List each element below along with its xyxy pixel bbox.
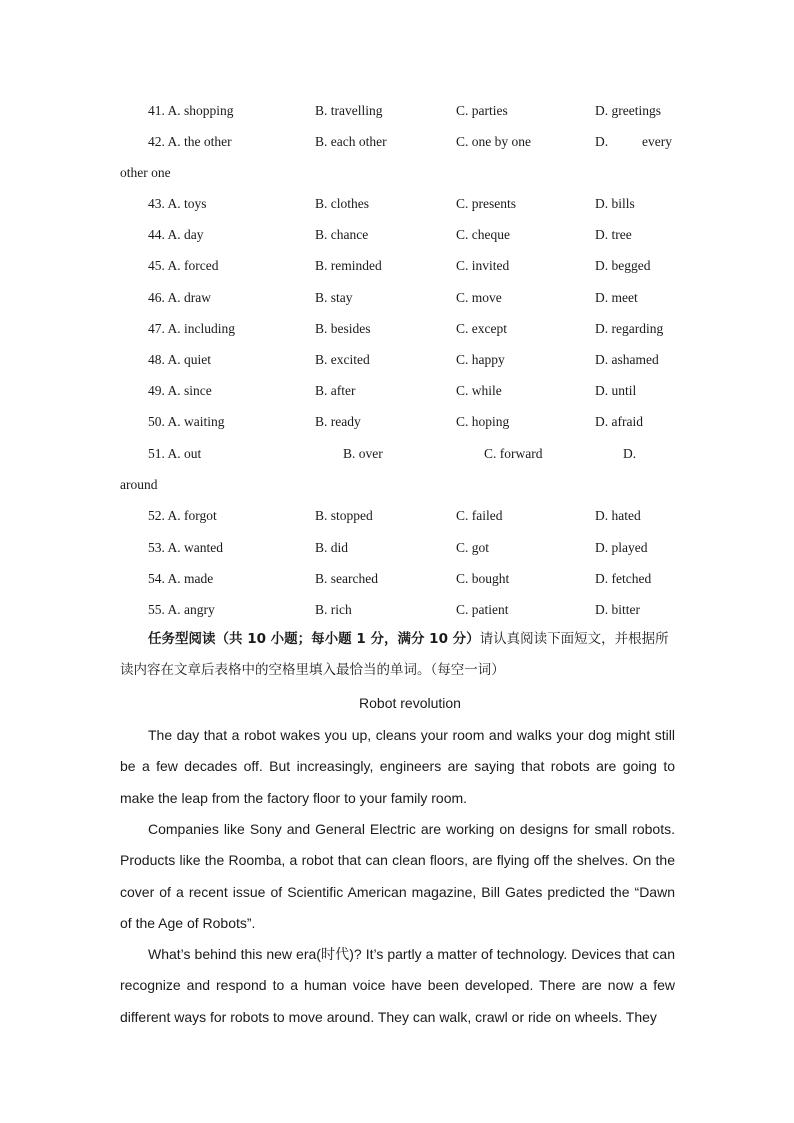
q44-option-b: B. chance xyxy=(315,227,369,242)
q46-option-d: D. meet xyxy=(595,290,638,305)
q52-option-c: C. failed xyxy=(456,508,503,523)
q48-option-d: D. ashamed xyxy=(595,352,659,367)
q55-option-a: 55. A. angry xyxy=(148,602,215,617)
q44-option-a: 44. A. day xyxy=(148,227,204,242)
q51-option-d-label: D. xyxy=(623,446,637,461)
q41-option-a: 41. A. shopping xyxy=(148,103,234,118)
q52-option-d: D. hated xyxy=(595,508,641,523)
q42-option-d-continued: other one xyxy=(120,165,171,180)
q45-option-d: D. begged xyxy=(595,258,651,273)
q50-option-a: 50. A. waiting xyxy=(148,414,225,429)
section-directions: 请认真阅读下面短文，并根据所读内容在文章后表格中的空格里填入最恰当的单词。（每空一词） xyxy=(120,631,669,678)
q47-option-d: D. regarding xyxy=(595,321,664,336)
q50-option-b: B. ready xyxy=(315,414,361,429)
q50-option-c: C. hoping xyxy=(456,414,510,429)
q54-option-b: B. searched xyxy=(315,571,378,586)
q54-option-d: D. fetched xyxy=(595,571,652,586)
q55-option-b: B. rich xyxy=(315,602,352,617)
passage-paragraph-2: Companies like Sony and General Electric are working on designs for small robots. Products like the Roomba, a robot that can clean floors, are flying off the shelves. On the cover of a recent issue of Scientific American magazine, Bill Gates predicted the “Dawn of the Age of Robots”. xyxy=(120,821,675,931)
passage-paragraph-3: What’s behind this new era(时代)? It’s partly a matter of technology. Devices that can recognize and respond to a human voice have been developed. There are now a few different ways for robots to move around. They can walk, crawl or ride on wheels. They xyxy=(120,946,675,1025)
q43-option-d: D. bills xyxy=(595,196,635,211)
q42-option-d-word: every xyxy=(642,134,672,149)
q48-option-a: 48. A. quiet xyxy=(148,352,212,367)
q50-option-d: D. afraid xyxy=(595,414,643,429)
q45-option-c: C. invited xyxy=(456,258,510,273)
q49-option-a: 49. A. since xyxy=(148,383,212,398)
q46-option-a: 46. A. draw xyxy=(148,290,212,305)
q44-option-c: C. cheque xyxy=(456,227,510,242)
q53-option-a: 53. A. wanted xyxy=(148,540,223,555)
q41-option-d: D. greetings xyxy=(595,103,661,118)
q53-option-d: D. played xyxy=(595,540,648,555)
passage-title: Robot revolution xyxy=(359,695,461,711)
q54-option-a: 54. A. made xyxy=(148,571,214,586)
q48-option-b: B. excited xyxy=(315,352,370,367)
q53-option-c: C. got xyxy=(456,540,490,555)
section-title: 任务型阅读（共 10 小题；每小题 1 分，满分 10 分） xyxy=(148,631,480,647)
q42-option-d-label: D. xyxy=(595,134,609,149)
q42-option-c: C. one by one xyxy=(456,134,531,149)
passage-paragraph-1: The day that a robot wakes you up, cleans your room and walks your dog might still be a few decades off. But increasingly, engineers are saying that robots are going to make the leap from the factory floor to your family room. xyxy=(120,727,675,806)
q41-option-b: B. travelling xyxy=(315,103,383,118)
q51-option-a: 51. A. out xyxy=(148,446,202,461)
q49-option-d: D. until xyxy=(595,383,637,398)
q48-option-c: C. happy xyxy=(456,352,505,367)
q47-option-b: B. besides xyxy=(315,321,371,336)
section-instructions xyxy=(120,624,680,686)
q55-option-d: D. bitter xyxy=(595,602,640,617)
q47-option-c: C. except xyxy=(456,321,507,336)
q49-option-c: C. while xyxy=(456,383,502,398)
q44-option-d: D. tree xyxy=(595,227,632,242)
q46-option-c: C. move xyxy=(456,290,502,305)
q47-option-a: 47. A. including xyxy=(148,321,236,336)
q54-option-c: C. bought xyxy=(456,571,510,586)
q43-option-b: B. clothes xyxy=(315,196,369,211)
q43-option-a: 43. A. toys xyxy=(148,196,207,211)
q42-option-a: 42. A. the other xyxy=(148,134,232,149)
q51-option-d-continued: around xyxy=(120,477,158,492)
q41-option-c: C. parties xyxy=(456,103,508,118)
q55-option-c: C. patient xyxy=(456,602,509,617)
q49-option-b: B. after xyxy=(315,383,356,398)
q43-option-c: C. presents xyxy=(456,196,516,211)
q42-option-b: B. each other xyxy=(315,134,387,149)
q46-option-b: B. stay xyxy=(315,290,353,305)
q52-option-a: 52. A. forgot xyxy=(148,508,217,523)
q51-option-b: B. over xyxy=(343,446,383,461)
q45-option-a: 45. A. forced xyxy=(148,258,219,273)
q45-option-b: B. reminded xyxy=(315,258,382,273)
q51-option-c: C. forward xyxy=(484,446,543,461)
q52-option-b: B. stopped xyxy=(315,508,373,523)
q53-option-b: B. did xyxy=(315,540,349,555)
